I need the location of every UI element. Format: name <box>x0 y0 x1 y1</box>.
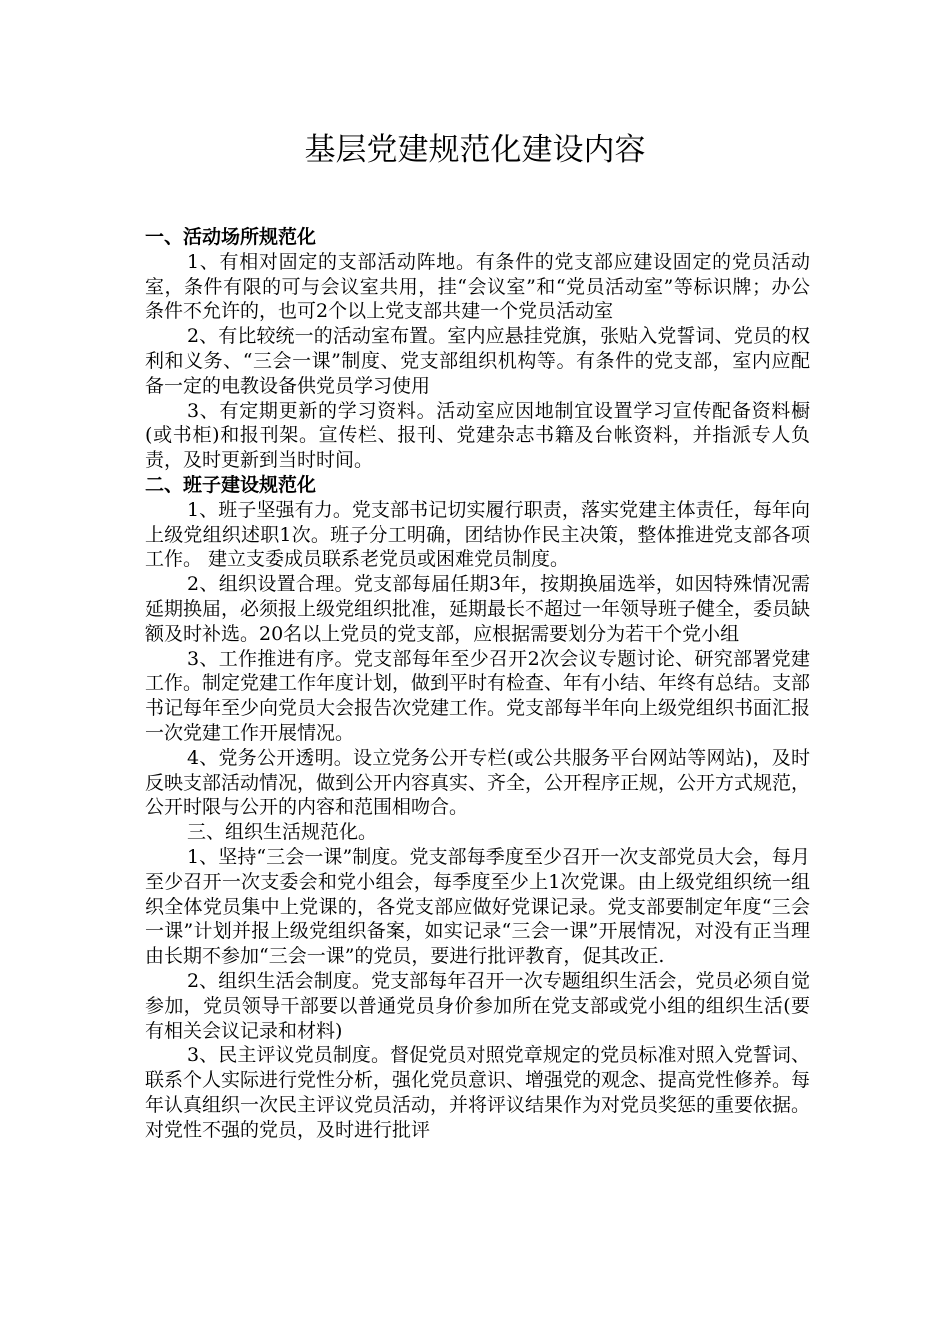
paragraph: 1、班子坚强有力。党支部书记切实履行职责，落实党建主体责任，每年向上级党组织述职1次。班子分工明确，团结协作民主决策，整体推进党支部各项工作。 建立支委成员联系老党员或困难党员制度。 <box>145 498 810 571</box>
paragraph: 1、坚持“三会一课”制度。党支部每季度至少召开一次支部党员大会，每月至少召开一次支委会和党小组会，每季度至少上1次党课。由上级党组织统一组织全体党员集中上党课的，各党支部应做好党课记录。党支部要制定年度“三会一课”计划并报上级党组织备案，如实记录“三会一课”开展情况，对没有正当理由长期不参加“三会一课”的党员，要进行批评教育，促其改正. <box>145 845 810 968</box>
paragraph: 3、工作推进有序。党支部每年至少召开2次会议专题讨论、研究部署党建工作。制定党建工作年度计划，做到平时有检查、年有小结、年终有总结。支部书记每年至少向党员大会报告次党建工作。党支部每半年向上级党组织书面汇报一次党建工作开展情况。 <box>145 647 811 744</box>
section-heading: 一、活动场所规范化 <box>145 226 317 248</box>
paragraph: 2、组织设置合理。党支部每届任期3年，按期换届选举，如因特殊情况需延期换届，必须报上级党组织批准，延期最长不超过一年领导班子健全，委员缺额及时补选。20名以上党员的党支部，应根据需要划分为若干个党小组 <box>145 573 811 645</box>
paragraph: 3、有定期更新的学习资料。活动室应因地制宜设置学习宣传配备资料橱(或书柜)和报刊架。宣传栏、报刊、党建杂志书籍及台帐资料，并指派专人负责，及时更新到当时时间。 <box>145 399 810 472</box>
document-title: 基层党建规范化建设内容 <box>304 132 646 168</box>
section-heading-plain: 三、组织生活规范化。 <box>187 821 378 844</box>
paragraph: 3、民主评议党员制度。督促党员对照党章规定的党员标准对照入党誓词、联系个人实际进行党性分析，强化党员意识、增强党的观念、提高党性修养。每年认真组织一次民主评议党员活动，并将评议结果作为对党员奖惩的重要依据。对党性不强的党员，及时进行批评 <box>145 1044 811 1141</box>
document-body <box>145 225 810 1142</box>
paragraph: 1、有相对固定的支部活动阵地。有条件的党支部应建设固定的党员活动室，条件有限的可与会议室共用，挂“会议室”和“党员活动室”等标识牌；办公条件不允许的，也可2个以上党支部共建一个党员活动室 <box>145 250 810 323</box>
paragraph: 2、有比较统一的活动室布置。室内应悬挂党旗，张贴入党誓词、党员的权利和义务、“三会一课”制度、党支部组织机构等。有条件的党支部，室内应配备一定的电教设备供党员学习使用 <box>145 325 810 397</box>
paragraph: 2、组织生活会制度。党支部每年召开一次专题组织生活会，党员必须自觉参加，党员领导干部要以普通党员身价参加所在党支部或党小组的组织生活(要有相关会议记录和材料) <box>145 969 810 1042</box>
section-heading: 二、班子建设规范化 <box>145 473 317 496</box>
paragraph: 4、党务公开透明。设立党务公开专栏(或公共服务平台网站等网站)，及时反映支部活动情况，做到公开内容真实、齐全，公开程序正规，公开方式规范，公开时限与公开的内容和范围相吻合。 <box>145 746 811 819</box>
